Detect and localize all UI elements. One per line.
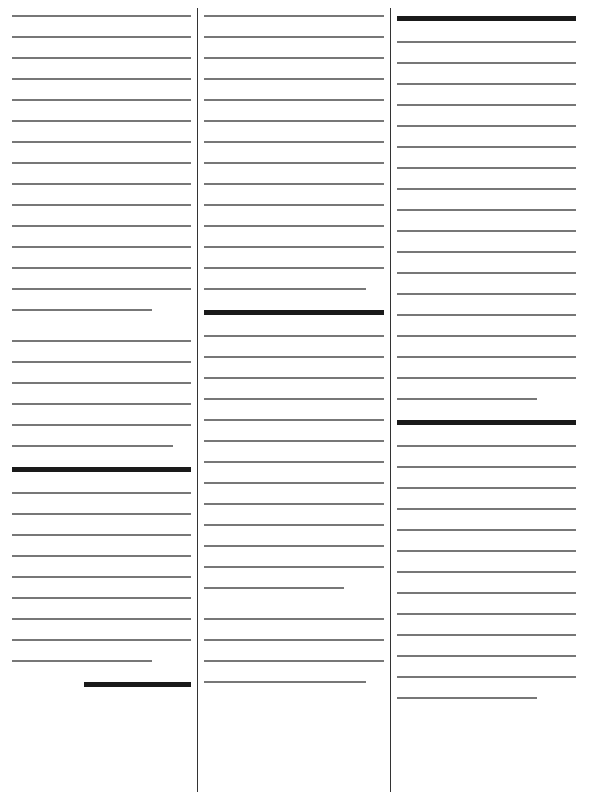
text-line — [397, 41, 576, 43]
text-line — [204, 204, 383, 206]
text-line — [397, 529, 576, 531]
text-line — [397, 377, 576, 379]
text-line — [397, 676, 576, 678]
text-line — [204, 356, 383, 358]
text-line — [204, 545, 383, 547]
text-line — [12, 99, 191, 101]
text-line — [397, 356, 576, 358]
text-line — [204, 183, 383, 185]
text-line — [397, 634, 576, 636]
text-line — [204, 225, 383, 227]
text-line — [397, 655, 576, 657]
section-heading — [12, 467, 191, 472]
text-line — [12, 141, 191, 143]
text-line — [12, 340, 191, 342]
text-line — [397, 508, 576, 510]
text-line — [12, 225, 191, 227]
column-3 — [6, 6, 197, 794]
text-line — [397, 188, 576, 190]
text-line — [397, 83, 576, 85]
text-line — [12, 576, 191, 578]
text-line — [397, 314, 576, 316]
text-line — [397, 272, 576, 274]
text-line — [12, 246, 191, 248]
text-line — [397, 146, 576, 148]
text-line — [397, 398, 537, 400]
text-line — [397, 209, 576, 211]
text-line — [12, 555, 191, 557]
text-line — [204, 639, 383, 641]
text-line — [397, 697, 537, 699]
text-line — [204, 398, 383, 400]
text-line — [204, 566, 383, 568]
text-line — [12, 597, 191, 599]
text-line — [204, 36, 383, 38]
text-line — [204, 587, 344, 589]
text-line — [204, 524, 383, 526]
text-line — [12, 15, 191, 17]
text-line — [12, 403, 191, 405]
text-line — [12, 120, 191, 122]
text-line — [12, 618, 191, 620]
text-line — [204, 246, 383, 248]
text-line — [204, 141, 383, 143]
text-line — [12, 78, 191, 80]
text-line — [12, 382, 191, 384]
text-line — [204, 335, 383, 337]
text-line — [397, 335, 576, 337]
text-line — [397, 550, 576, 552]
text-line — [12, 639, 191, 641]
section-heading — [397, 16, 576, 21]
section-heading — [204, 310, 383, 315]
text-line — [204, 419, 383, 421]
text-line — [397, 230, 576, 232]
text-line — [12, 513, 191, 515]
column-2 — [198, 6, 389, 794]
text-line — [204, 15, 383, 17]
text-line — [397, 167, 576, 169]
text-line — [204, 618, 383, 620]
text-line — [397, 293, 576, 295]
column-1 — [391, 6, 582, 794]
text-line — [204, 660, 383, 662]
text-line — [397, 62, 576, 64]
text-line — [204, 503, 383, 505]
text-line — [397, 466, 576, 468]
text-line — [204, 57, 383, 59]
text-line — [12, 361, 191, 363]
text-line — [397, 251, 576, 253]
text-line — [204, 482, 383, 484]
text-line — [204, 78, 383, 80]
text-line — [204, 461, 383, 463]
text-line — [397, 487, 576, 489]
text-line — [12, 309, 152, 311]
text-line — [204, 440, 383, 442]
text-line — [397, 104, 576, 106]
text-line — [204, 267, 383, 269]
text-line — [12, 183, 191, 185]
text-line — [397, 125, 576, 127]
text-line — [12, 204, 191, 206]
text-line — [12, 424, 191, 426]
author-byline — [84, 682, 192, 687]
text-line — [12, 445, 173, 447]
text-line — [12, 267, 191, 269]
text-line — [12, 534, 191, 536]
text-line — [204, 288, 365, 290]
text-line — [12, 36, 191, 38]
text-line — [204, 99, 383, 101]
section-heading — [397, 420, 576, 425]
text-line — [12, 57, 191, 59]
text-line — [12, 492, 191, 494]
text-line — [204, 162, 383, 164]
text-line — [12, 660, 152, 662]
text-line — [12, 162, 191, 164]
text-line — [397, 571, 576, 573]
text-line — [397, 445, 576, 447]
text-line — [204, 120, 383, 122]
text-line — [397, 613, 576, 615]
text-line — [397, 592, 576, 594]
text-line — [12, 288, 191, 290]
text-line — [204, 377, 383, 379]
text-line — [204, 681, 365, 683]
